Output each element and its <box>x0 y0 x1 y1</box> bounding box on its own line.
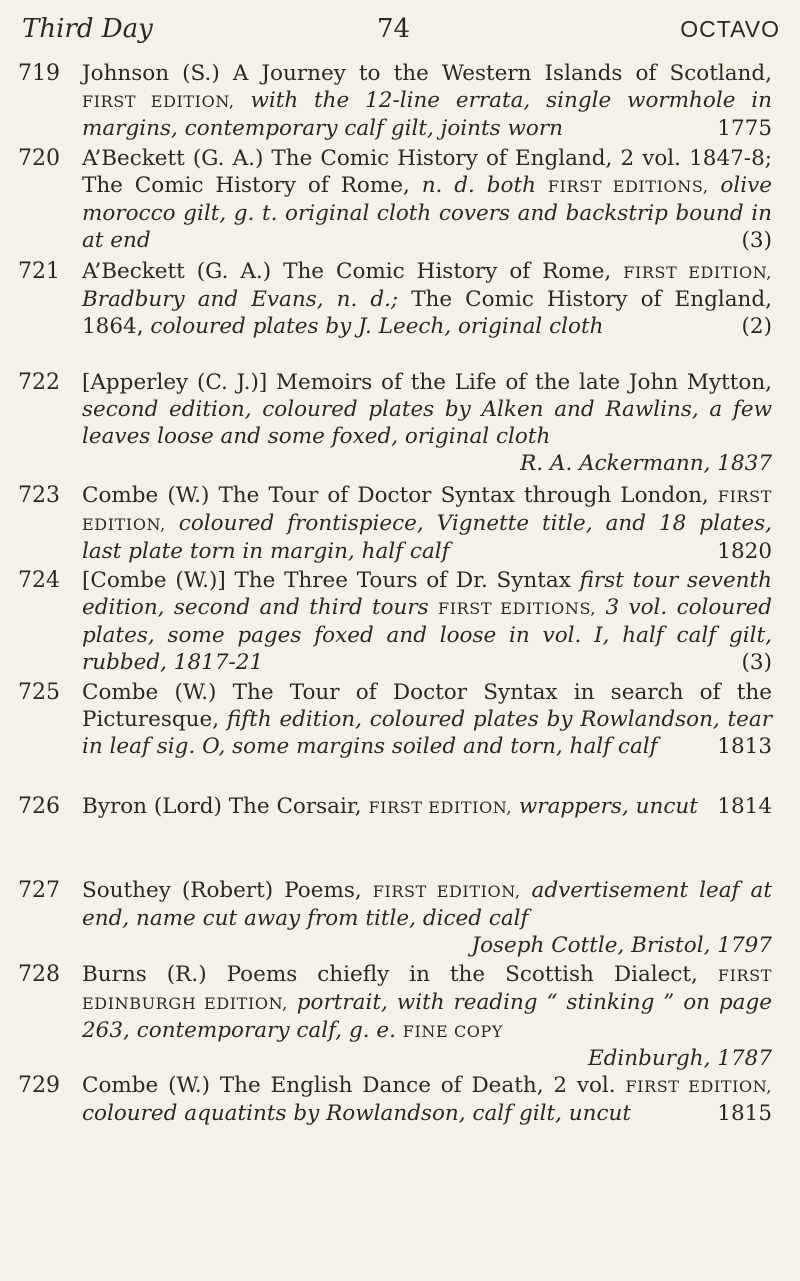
lot-imprint: Edinburgh, 1787 <box>587 1046 772 1071</box>
lot-title-secondary: The Comic History of England, 1864, <box>82 287 772 339</box>
lot-number: 719 <box>18 61 60 86</box>
lot-number: 724 <box>18 568 60 593</box>
edition-note: FIRST EDITION, <box>82 92 235 111</box>
lot-count: (3) <box>741 228 772 253</box>
condition-note: fifth edition, coloured plates by Rowlandson, tear in leaf sig. O, some margins soiled and torn, half calf <box>82 707 772 759</box>
condition-note: olive morocco gilt, g. t. original cloth covers and backstrip bound in at end <box>82 173 772 253</box>
edition-note: FIRST EDITION, <box>368 798 513 817</box>
lot-description <box>82 679 772 760</box>
lot-date: 1820 <box>717 539 772 564</box>
condition-note: coloured aquatints by Rowlandson, calf gilt, uncut <box>82 1101 632 1126</box>
condition-note: coloured plates by J. Leech, original cloth <box>150 314 604 339</box>
edition-note: FIRST EDITION, <box>623 263 772 282</box>
lot-number: 720 <box>18 146 60 171</box>
lot-number: 726 <box>18 794 60 819</box>
lot-number: 722 <box>18 370 60 395</box>
lot-title: [Apperley (C. J.)] Memoirs of the Life of the late John Mytton, <box>82 370 772 395</box>
lot-title: Combe (W.) The Tour of Doctor Syntax in search of the Picturesque, <box>82 680 772 732</box>
edition-note: FIRST EDITION, <box>82 487 772 534</box>
lot-description <box>82 877 772 959</box>
condition-note: coloured frontispiece, Vignette title, and 18 plates, last plate torn in margin, half calf <box>82 511 772 564</box>
running-head-format: OCTAVO <box>680 16 780 42</box>
running-head <box>22 14 780 54</box>
lot-title: Burns (R.) Poems chiefly in the Scottish Dialect, <box>82 962 698 987</box>
lot-number: 728 <box>18 962 60 987</box>
lot-number: 725 <box>18 680 60 705</box>
running-head-day: Third Day <box>22 14 153 44</box>
edition-note: FIRST EDINBURGH EDITION, <box>82 966 772 1013</box>
lot-title: Johnson (S.) A Journey to the Western Islands of Scotland, <box>82 61 772 86</box>
condition-note: wrappers, uncut <box>518 794 698 819</box>
lot-description <box>82 961 772 1072</box>
edition-qualifier: both <box>486 173 536 198</box>
lot-description <box>82 60 772 142</box>
lot-title: Combe (W.) The Tour of Doctor Syntax through London, <box>82 483 709 508</box>
lot-description <box>82 369 772 477</box>
imprint-note: n. d. <box>421 173 475 198</box>
lot-description <box>82 793 772 821</box>
lot-number: 723 <box>18 483 60 508</box>
lot-description <box>82 482 772 565</box>
condition-note: with the 12-line errata, single wormhole in margins, contemporary calf gilt, joints worn <box>82 88 772 141</box>
edition-note: FIRST EDITIONS, <box>438 599 597 618</box>
lot-number: 721 <box>18 259 60 284</box>
lot-imprint: Joseph Cottle, Bristol, 1797 <box>471 933 772 958</box>
lot-number: 727 <box>18 878 60 903</box>
lot-title: A’Beckett (G. A.) The Comic History of Rome, <box>82 259 612 284</box>
lot-imprint: R. A. Ackermann, 1837 <box>520 451 772 476</box>
lot-title: Byron (Lord) The Corsair, <box>82 794 362 819</box>
lot-date: 1815 <box>717 1101 772 1126</box>
lot-date: 1813 <box>717 734 772 759</box>
page-number: 74 <box>377 14 411 44</box>
lot-description <box>82 1072 772 1127</box>
lot-count: (3) <box>741 650 772 675</box>
edition-note: FIRST EDITION, <box>372 882 521 901</box>
lot-title: Southey (Robert) Poems, <box>82 878 362 903</box>
edition-note: FIRST EDITIONS, <box>547 177 709 196</box>
lot-title: [Combe (W.)] The Three Tours of Dr. Syntax <box>82 568 571 593</box>
lot-title: Combe (W.) The English Dance of Death, 2 vol. <box>82 1073 616 1098</box>
condition-note: 3 vol. coloured plates, some pages foxed and loose in vol. I, half calf gilt, rubbed, 1817-21 <box>82 595 772 675</box>
edition-qualifier: first tour seventh edition, second and third tours <box>82 568 773 620</box>
condition-note: advertisement leaf at end, name cut away from title, diced calf <box>82 878 772 931</box>
lot-count: (2) <box>741 314 772 339</box>
lot-description <box>82 567 772 676</box>
condition-note: portrait, with reading “ stinking ” on page 263, contemporary calf, g. e. <box>82 990 772 1043</box>
lot-title: A’Beckett (G. A.) The Comic History of England, 2 vol. 1847-8; The Comic History of Rome, <box>82 146 772 198</box>
lot-description <box>82 145 772 254</box>
lot-description <box>82 258 772 340</box>
condition-note: second edition, coloured plates by Alken and Rawlins, a few leaves loose and some foxed, original cloth <box>82 397 772 449</box>
lot-date: 1775 <box>717 116 772 141</box>
imprint-note: Bradbury and Evans, n. d.; <box>82 287 399 312</box>
copy-grade: FINE COPY <box>402 1022 504 1041</box>
edition-note: FIRST EDITION, <box>625 1077 773 1096</box>
lot-number: 729 <box>18 1073 60 1098</box>
lot-date: 1814 <box>717 794 772 819</box>
